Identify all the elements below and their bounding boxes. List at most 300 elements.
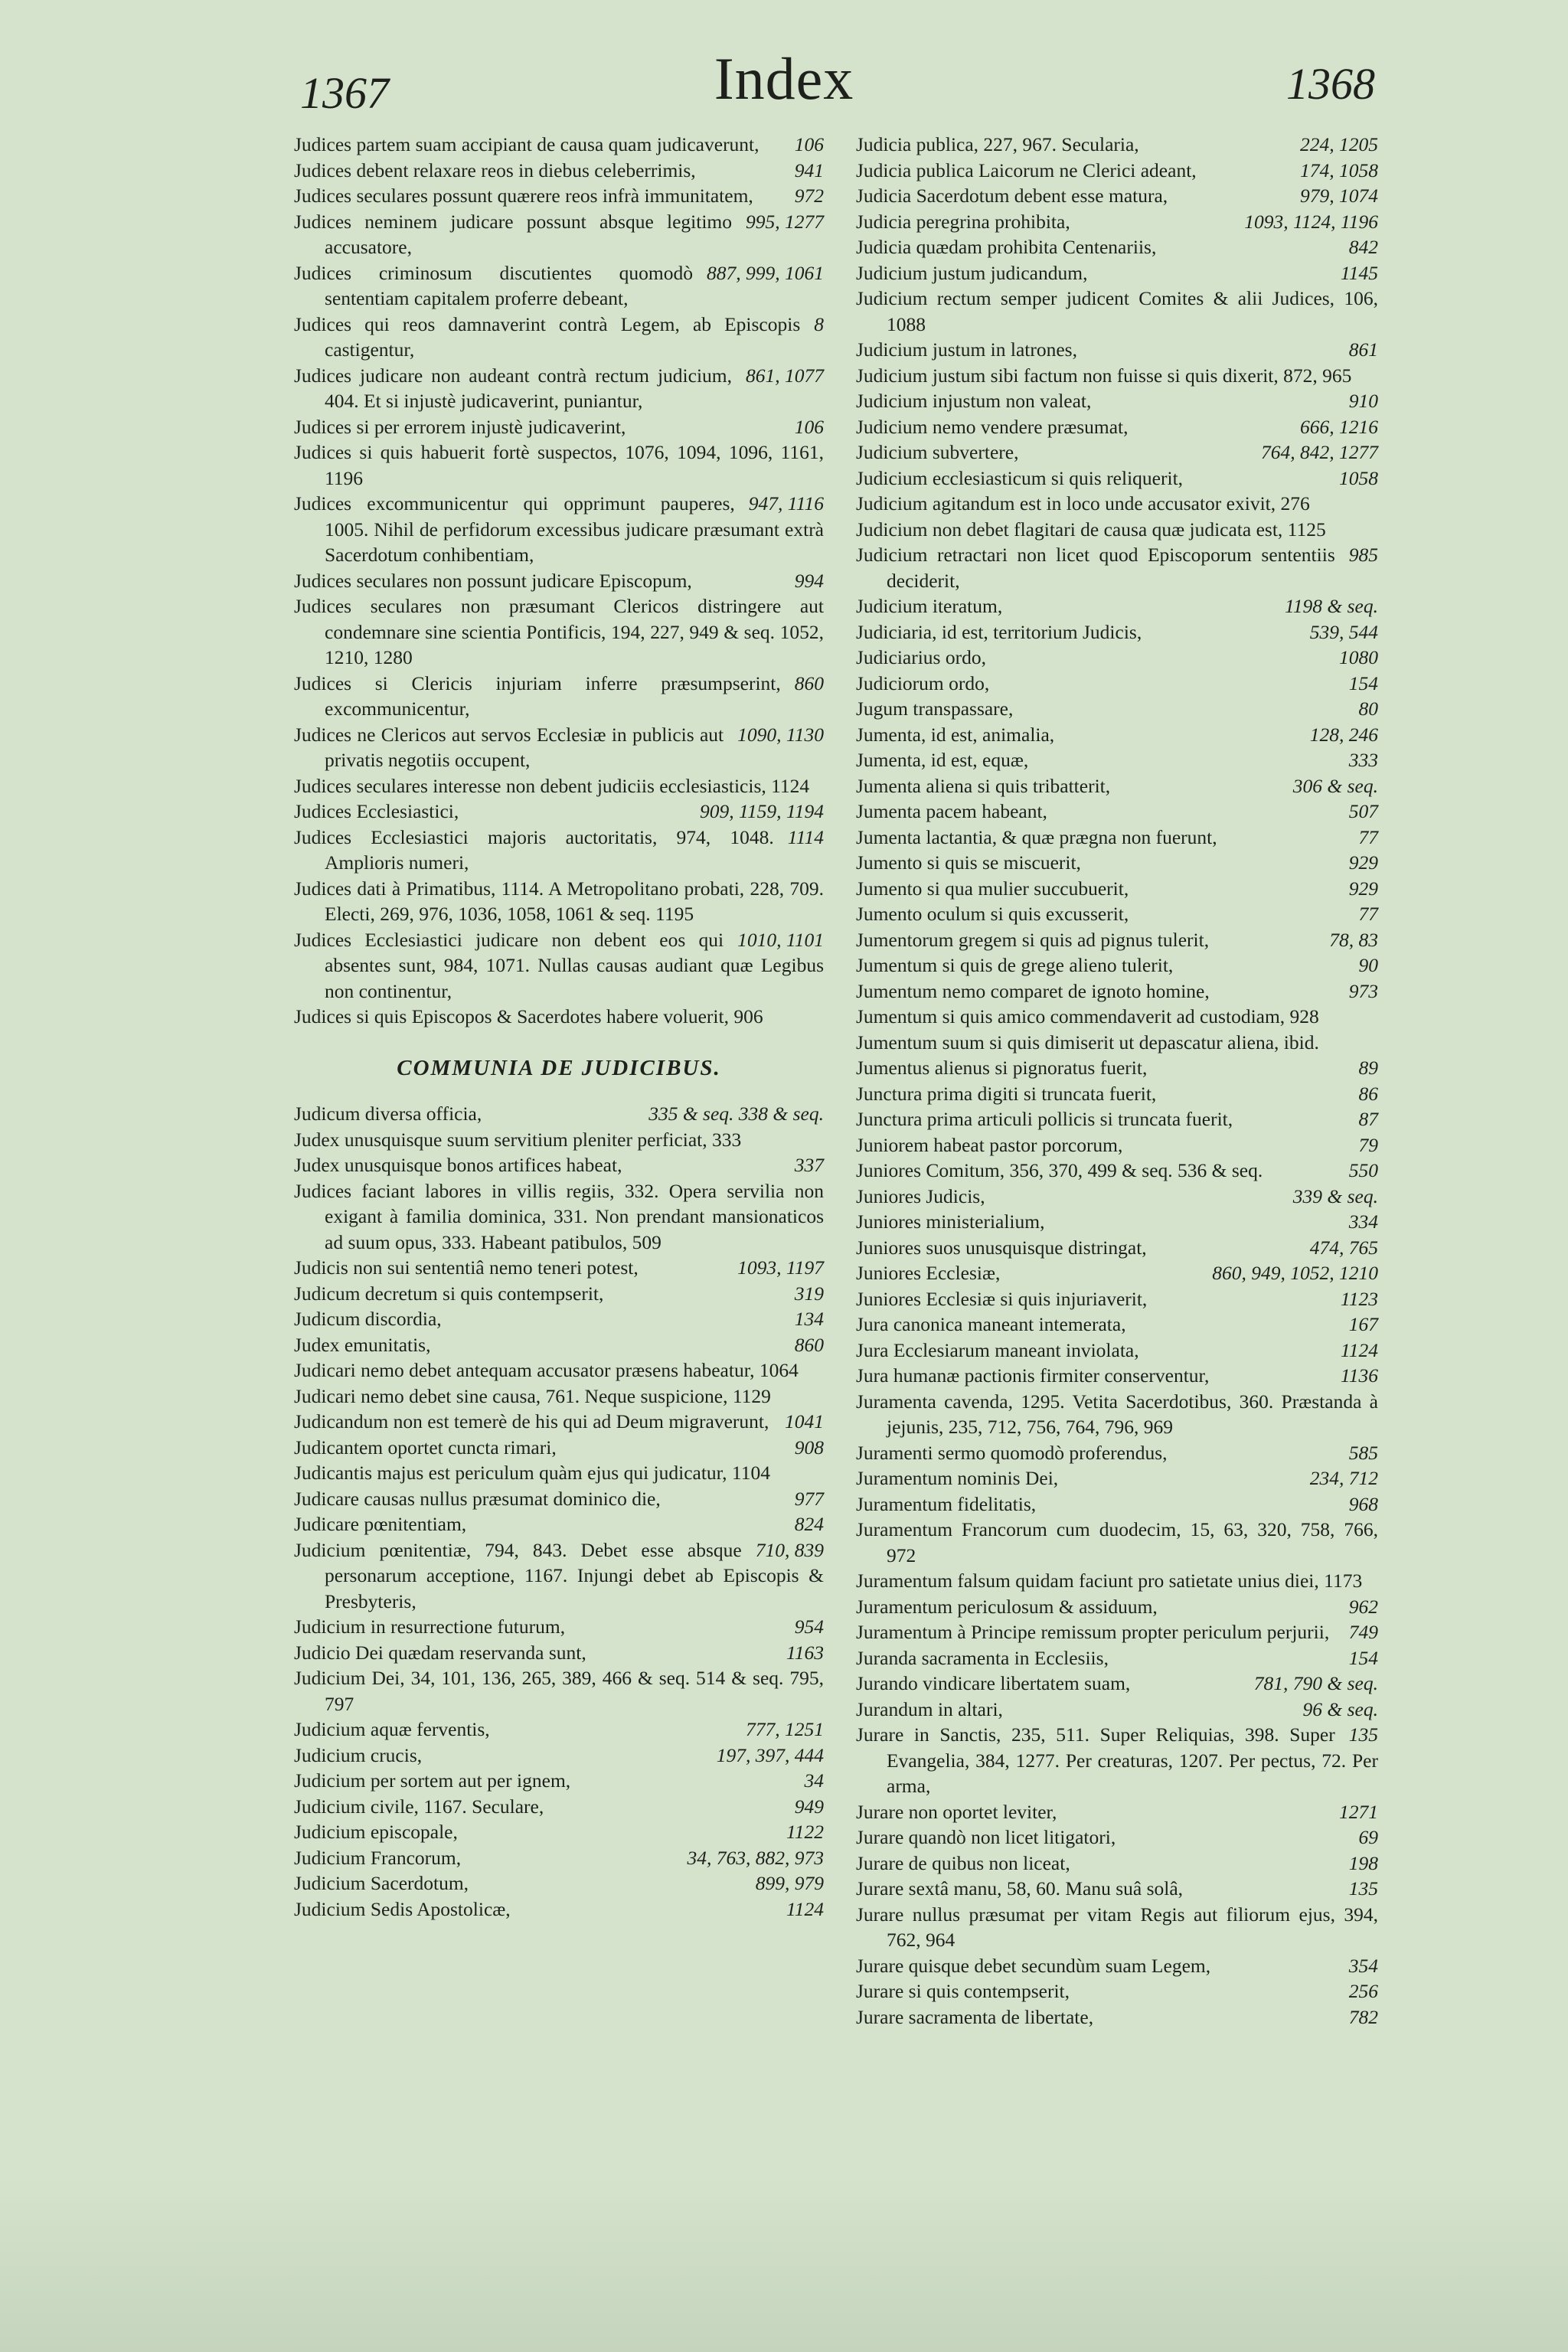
entry-page-ref: 861 <box>1348 338 1378 361</box>
entry-text: Juramentum à Principe remissum propter periculum perjurii, <box>856 1621 1330 1643</box>
entry-page-ref: 777, 1251 <box>746 1718 824 1740</box>
index-entry <box>856 1697 1378 1723</box>
entry-text: Jurare non oportet leviter, <box>856 1800 1057 1823</box>
entry-text: Juniores Judicis, <box>856 1184 985 1207</box>
entry-page-ref: 909, 1159, 1194 <box>700 800 824 822</box>
index-entry <box>856 825 1378 851</box>
index-entry <box>294 1845 824 1871</box>
entry-text: Jumento si qua mulier succubuerit, <box>856 877 1129 900</box>
entry-text: Jurare sextâ manu, 58, 60. Manu suâ solâ, <box>856 1877 1184 1900</box>
page-title: Index <box>714 45 854 112</box>
entry-page-ref: 995, 1277 <box>746 210 824 233</box>
entry-page-ref: 198 <box>1348 1851 1378 1874</box>
entry-text: Jumento si quis se miscuerit, <box>856 851 1081 874</box>
index-entry <box>856 927 1378 953</box>
index-entry <box>294 363 824 414</box>
entry-page-ref: 174, 1058 <box>1300 158 1378 181</box>
entry-text: Judices si per errorem injustè judicaverint, <box>294 415 626 438</box>
entry-text: Junctura prima digiti si truncata fuerit, <box>856 1082 1157 1105</box>
entry-page-ref: 954 <box>794 1615 824 1638</box>
index-entry <box>856 1055 1378 1081</box>
entry-text: Judicium rectum semper judicent Comites & alii Judices, 106, 1088 <box>856 287 1378 335</box>
entry-text: Jumenta pacem habeant, <box>856 800 1047 822</box>
entry-text: Judicum discordia, <box>294 1308 442 1330</box>
entry-page-ref: 135 <box>1348 1877 1378 1900</box>
index-entry <box>294 439 824 491</box>
entry-text: Jumenta aliena si quis tribatterit, <box>856 774 1111 797</box>
entry-page-ref: 887, 999, 1061 <box>707 261 824 284</box>
index-entry <box>294 1794 824 1820</box>
index-entry <box>856 747 1378 773</box>
entry-text: Judicium iteratum, <box>856 595 1003 617</box>
index-entry <box>294 1004 824 1030</box>
index-entry <box>856 1876 1378 1902</box>
index-entry <box>856 952 1378 978</box>
index-entry <box>856 517 1378 543</box>
index-entry <box>856 722 1378 748</box>
left-column <box>294 132 824 1922</box>
entry-text: Jumenta, id est, equæ, <box>856 749 1029 771</box>
entry-page-ref: 947, 1116 <box>748 492 824 514</box>
entry-text: Judices criminosum discutientes quomodò sententiam capitalem proferre debeant, <box>294 261 693 309</box>
entry-text: Judicium civile, 1167. Seculare, <box>294 1795 544 1818</box>
entry-text: Judicium per sortem aut per ignem, <box>294 1769 571 1792</box>
entry-text: Juramentum periculosum & assiduum, <box>856 1595 1158 1618</box>
left-entry-list-b <box>294 1101 824 1922</box>
entry-text: Judices judicare non audeant contrà rectum judicium, 404. Et si injustè judicaverint, puniantur, <box>294 364 732 412</box>
entry-text: Jugum transpassare, <box>856 697 1014 720</box>
entry-text: Judicium retractari non licet quod Episcoporum sententiis deciderit, <box>856 544 1335 592</box>
index-entry <box>294 1614 824 1640</box>
entry-text: Juramentum Francorum cum duodecim, 15, 63, 320, 758, 766, 972 <box>856 1518 1378 1566</box>
index-entry <box>856 439 1378 466</box>
entry-text: Jurando vindicare libertatem suam, <box>856 1672 1131 1694</box>
entry-page-ref: 585 <box>1348 1441 1378 1464</box>
entry-text: Judicari nemo debet sine causa, 761. Neque suspicione, 1129 <box>294 1384 771 1407</box>
entry-page-ref: 154 <box>1348 1646 1378 1669</box>
entry-page-ref: 354 <box>1348 1954 1378 1977</box>
index-entry <box>856 1158 1378 1184</box>
index-entry <box>294 593 824 671</box>
index-entry <box>294 1357 824 1383</box>
entry-page-ref: 87 <box>1358 1108 1378 1130</box>
index-entry <box>294 1896 824 1922</box>
entry-text: Jura canonica maneant intemerata, <box>856 1313 1126 1335</box>
entry-page-ref: 134 <box>794 1308 824 1330</box>
entry-text: Judicium justum judicandum, <box>856 261 1088 284</box>
entry-page-ref: 167 <box>1348 1313 1378 1335</box>
entry-text: Judices dati à Primatibus, 1114. A Metropolitano probati, 228, 709. Electi, 269, 976, 1036, 1058, 1061 & seq. 1195 <box>294 877 824 925</box>
entry-text: Judicium agitandum est in loco unde accusator exivit, 276 <box>856 492 1310 514</box>
index-entry <box>294 1486 824 1512</box>
entry-text: Judices Ecclesiastici judicare non debent eos qui absentes sunt, 984, 1071. Nullas causas audiant quæ Legibus non continentur, <box>294 928 824 1002</box>
index-entry <box>856 1902 1378 1953</box>
entry-text: Judices seculares non præsumant Clericos distringere aut condemnare sine scientia Pontificis, 194, 227, 949 & seq. 1052, 1210, 1280 <box>294 595 824 668</box>
entry-text: Judices seculares non possunt judicare Episcopum, <box>294 569 692 592</box>
entry-text: Jumentum suum si quis dimiserit ut depascatur aliena, ibid. <box>856 1031 1319 1054</box>
entry-page-ref: 860, 949, 1052, 1210 <box>1212 1262 1378 1284</box>
entry-page-ref: 824 <box>794 1513 824 1535</box>
entry-text: Judices seculares possunt quærere reos infrà immunitatem, <box>294 185 753 207</box>
entry-text: Juramenti sermo quomodò proferendus, <box>856 1441 1168 1464</box>
entry-text: Judicium episcopale, <box>294 1821 458 1843</box>
index-entry <box>856 1260 1378 1286</box>
entry-text: Judicium justum in latrones, <box>856 338 1077 361</box>
index-entry <box>294 927 824 1004</box>
entry-page-ref: 86 <box>1358 1082 1378 1105</box>
entry-page-ref: 941 <box>794 158 824 181</box>
entry-text: Judicantem oportet cuncta rimari, <box>294 1436 557 1459</box>
entry-page-ref: 1122 <box>786 1821 824 1843</box>
page-header <box>0 37 1568 121</box>
index-entry <box>294 158 824 184</box>
entry-text: Jurare quisque debet secundùm suam Legem, <box>856 1954 1211 1977</box>
entry-text: Jurare sacramenta de libertate, <box>856 2005 1094 2028</box>
entry-text: Junctura prima articuli pollicis si truncata fuerit, <box>856 1108 1233 1130</box>
index-entry <box>856 1286 1378 1312</box>
index-entry <box>856 2004 1378 2030</box>
index-entry <box>856 1722 1378 1799</box>
entry-text: Judicare causas nullus præsumat dominico die, <box>294 1487 661 1510</box>
entry-page-ref: 256 <box>1348 1980 1378 2002</box>
entry-text: Judices debent relaxare reos in diebus celeberrimis, <box>294 158 696 181</box>
entry-text: Judicantis majus est periculum quàm ejus qui judicatur, 1104 <box>294 1462 770 1484</box>
entry-page-ref: 861, 1077 <box>746 364 824 387</box>
entry-page-ref: 972 <box>794 185 824 207</box>
index-entry <box>294 260 824 312</box>
index-entry <box>294 1281 824 1307</box>
index-entry <box>294 414 824 440</box>
index-entry <box>856 363 1378 389</box>
entry-text: Judices excommunicentur qui opprimunt pauperes, 1005. Nihil de perfidorum excessibus judicare præsumant extrà Sacerdotum conhibentiam, <box>294 492 824 566</box>
index-entry <box>856 1851 1378 1877</box>
index-entry <box>856 1491 1378 1517</box>
index-entry <box>856 132 1378 158</box>
index-entry <box>856 1619 1378 1645</box>
entry-text: Judicium Dei, 34, 101, 136, 265, 389, 466 & seq. 514 & seq. 795, 797 <box>294 1667 824 1715</box>
index-entry <box>294 1332 824 1358</box>
index-entry <box>294 1435 824 1461</box>
index-entry <box>856 1004 1378 1030</box>
entry-text: Jumento oculum si quis excusserit, <box>856 903 1129 925</box>
section-heading: COMMUNIA DE JUDICIBUS. <box>397 1055 721 1080</box>
entry-page-ref: 749 <box>1348 1621 1378 1643</box>
index-entry <box>856 542 1378 593</box>
entry-page-ref: 474, 765 <box>1309 1236 1378 1259</box>
entry-text: Judices qui reos damnaverint contrà Legem, ab Episcopis castigentur, <box>294 312 801 361</box>
page-number-left: 1367 <box>300 68 389 118</box>
index-entry <box>294 1768 824 1794</box>
entry-text: Judices partem suam accipiant de causa quam judicaverunt, <box>294 133 760 155</box>
entry-page-ref: 985 <box>1348 544 1378 566</box>
entry-page-ref: 1271 <box>1339 1800 1378 1823</box>
entry-page-ref: 79 <box>1358 1133 1378 1156</box>
entry-page-ref: 1124 <box>786 1897 824 1920</box>
index-entry <box>294 1152 824 1178</box>
entry-text: Juniores ministerialium, <box>856 1210 1045 1233</box>
entry-page-ref: 78, 83 <box>1329 928 1378 951</box>
index-entry <box>856 1440 1378 1466</box>
entry-text: Judiciaria, id est, territorium Judicis, <box>856 620 1142 643</box>
index-entry <box>856 1671 1378 1697</box>
index-entry <box>294 1383 824 1410</box>
entry-page-ref: 128, 246 <box>1309 723 1378 746</box>
entry-page-ref: 339 & seq. <box>1292 1184 1378 1207</box>
index-entry <box>294 568 824 594</box>
index-entry <box>856 671 1378 697</box>
entry-page-ref: 764, 842, 1277 <box>1261 441 1378 463</box>
entry-page-ref: 973 <box>1348 979 1378 1002</box>
entry-text: Jurare nullus præsumat per vitam Regis aut filiorum ejus, 394, 762, 964 <box>856 1903 1378 1951</box>
entry-page-ref: 1058 <box>1339 466 1378 489</box>
index-entry <box>856 799 1378 825</box>
index-entry <box>856 696 1378 722</box>
entry-page-ref: 8 <box>814 312 824 335</box>
index-entry <box>856 1799 1378 1825</box>
entry-page-ref: 979, 1074 <box>1300 185 1378 207</box>
index-entry <box>856 901 1378 927</box>
entry-page-ref: 908 <box>794 1436 824 1459</box>
entry-text: Juniores Ecclesiæ si quis injuriaverit, <box>856 1287 1148 1310</box>
entry-page-ref: 224, 1205 <box>1300 133 1378 155</box>
entry-text: Judicium pœnitentiæ, 794, 843. Debet esse absque personarum acceptione, 1167. Injungi debet ab Episcopis & Presbyteris, <box>294 1538 824 1612</box>
index-entry <box>856 1184 1378 1210</box>
entry-page-ref: 1198 & seq. <box>1284 595 1378 617</box>
entry-text: Judices faciant labores in villis regiis, 332. Opera servilia non exigant à familia dominica, 331. Non prendant mansionaticos ad suum opus, 333. Habeant patibulos, 509 <box>294 1179 824 1253</box>
entry-page-ref: 154 <box>1348 671 1378 694</box>
entry-text: Juniores Ecclesiæ, <box>856 1262 1001 1284</box>
entry-text: Judicio Dei quædam reservanda sunt, <box>294 1641 586 1664</box>
index-entry <box>856 978 1378 1004</box>
entry-text: Judex emunitatis, <box>294 1333 431 1356</box>
index-entry <box>294 825 824 876</box>
entry-page-ref: 977 <box>794 1487 824 1510</box>
index-entry <box>856 414 1378 440</box>
index-entry <box>856 1824 1378 1851</box>
entry-text: Judicia quædam prohibita Centenariis, <box>856 236 1157 258</box>
index-entry <box>856 491 1378 517</box>
index-entry <box>294 1127 824 1153</box>
entry-page-ref: 666, 1216 <box>1300 415 1378 438</box>
index-entry <box>856 286 1378 337</box>
index-entry <box>856 593 1378 619</box>
entry-text: Jurare in Sanctis, 235, 511. Super Reliquias, 398. Super Evangelia, 384, 1277. Per creaturas, 1207. Per pectus, 72. Per arma, <box>856 1723 1378 1797</box>
index-entry <box>294 799 824 825</box>
index-entry <box>294 132 824 158</box>
index-entry <box>856 619 1378 645</box>
entry-text: Juranda sacramenta in Ecclesiis, <box>856 1646 1109 1669</box>
index-entry <box>856 337 1378 363</box>
entry-text: Judicia Sacerdotum debent esse matura, <box>856 185 1168 207</box>
index-entry <box>294 1511 824 1537</box>
entry-page-ref: 333 <box>1348 749 1378 771</box>
entry-text: Judicium crucis, <box>294 1743 423 1766</box>
entry-page-ref: 77 <box>1358 825 1378 848</box>
entry-page-ref: 1090, 1130 <box>737 723 824 746</box>
entry-page-ref: 968 <box>1348 1492 1378 1515</box>
index-entry <box>856 850 1378 876</box>
entry-text: Judicium aquæ ferventis, <box>294 1718 490 1740</box>
entry-page-ref: 1093, 1197 <box>737 1256 824 1279</box>
entry-page-ref: 1163 <box>786 1641 824 1664</box>
entry-page-ref: 80 <box>1358 697 1378 720</box>
entry-page-ref: 1114 <box>787 825 824 848</box>
index-entry <box>856 260 1378 286</box>
index-entry <box>294 1537 824 1615</box>
entry-text: Judicare pœnitentiam, <box>294 1513 467 1535</box>
index-entry <box>294 1255 824 1281</box>
entry-text: Judicium in resurrectione futurum, <box>294 1615 566 1638</box>
index-entry <box>856 1594 1378 1620</box>
entry-page-ref: 1124 <box>1340 1338 1378 1361</box>
index-entry <box>856 1235 1378 1261</box>
index-entry <box>294 1409 824 1435</box>
index-entry <box>856 183 1378 209</box>
index-entry <box>856 1209 1378 1235</box>
entry-page-ref: 197, 397, 444 <box>716 1743 824 1766</box>
index-entry <box>856 1030 1378 1056</box>
index-entry <box>856 1338 1378 1364</box>
entry-text: Juramenta cavenda, 1295. Vetita Sacerdotibus, 360. Præstanda à jejunis, 235, 712, 756, 764, 796, 969 <box>856 1390 1378 1438</box>
index-entry <box>856 158 1378 184</box>
index-entry <box>856 773 1378 799</box>
entry-text: Judices Ecclesiastici majoris auctoritatis, 974, 1048. Amplioris numeri, <box>294 825 774 874</box>
entry-page-ref: 34, 763, 882, 973 <box>687 1846 824 1869</box>
entry-page-ref: 234, 712 <box>1309 1467 1378 1489</box>
entry-text: Judices seculares interesse non debent judiciis ecclesiasticis, 1124 <box>294 774 810 797</box>
entry-text: Judicum diversa officia, <box>294 1102 482 1125</box>
entry-text: Judicium Sedis Apostolicæ, <box>294 1897 511 1920</box>
entry-page-ref: 782 <box>1348 2005 1378 2028</box>
index-entry <box>294 1819 824 1845</box>
entry-text: Judicium nemo vendere præsumat, <box>856 415 1129 438</box>
entry-text: Judicis non sui sententiâ nemo teneri potest, <box>294 1256 639 1279</box>
entry-page-ref: 135 <box>1348 1723 1378 1746</box>
entry-page-ref: 90 <box>1358 954 1378 976</box>
index-entry <box>294 183 824 209</box>
index-entry <box>856 1312 1378 1338</box>
entry-text: Judicia publica Laicorum ne Clerici adeant, <box>856 158 1197 181</box>
index-entry <box>294 1743 824 1769</box>
entry-text: Judicium Sacerdotum, <box>294 1872 469 1894</box>
entry-text: Juramentum falsum quidam faciunt pro satietate unius diei, 1173 <box>856 1570 1363 1592</box>
entry-text: Jumentum si quis amico commendaverit ad custodiam, 928 <box>856 1005 1319 1027</box>
index-entry <box>294 1101 824 1127</box>
index-entry <box>856 1465 1378 1491</box>
entry-page-ref: 96 & seq. <box>1302 1697 1378 1720</box>
entry-text: Judicia publica, 227, 967. Secularia, <box>856 133 1139 155</box>
index-entry <box>294 312 824 363</box>
entry-text: Judices si quis Episcopos & Sacerdotes habere voluerit, 906 <box>294 1005 763 1027</box>
entry-text: Judiciarius ordo, <box>856 646 986 668</box>
entry-text: Juramentum fidelitatis, <box>856 1492 1037 1515</box>
entry-text: Juniores suos unusquisque distringat, <box>856 1236 1147 1259</box>
entry-text: Judices si Clericis injuriam inferre præsumpserint, excommunicentur, <box>294 671 781 720</box>
index-entry <box>856 209 1378 235</box>
index-entry <box>856 388 1378 414</box>
entry-page-ref: 69 <box>1358 1826 1378 1848</box>
entry-page-ref: 335 & seq. 338 & seq. <box>648 1102 824 1125</box>
entry-page-ref: 1093, 1124, 1196 <box>1244 210 1378 233</box>
entry-page-ref: 842 <box>1348 236 1378 258</box>
entry-text: Judicari nemo debet antequam accusator præsens habeatur, 1064 <box>294 1359 799 1381</box>
entry-page-ref: 550 <box>1348 1159 1378 1181</box>
index-entry <box>856 466 1378 492</box>
entry-text: Jura Ecclesiarum maneant inviolata, <box>856 1338 1139 1361</box>
entry-text: Judices si quis habuerit fortè suspectos, 1076, 1094, 1096, 1161, 1196 <box>294 441 824 489</box>
entry-text: Judex unusquisque bonos artifices habeat, <box>294 1154 622 1176</box>
entry-text: Judicium injustum non valeat, <box>856 390 1092 412</box>
entry-page-ref: 1080 <box>1339 646 1378 668</box>
entry-page-ref: 106 <box>794 133 824 155</box>
index-entry <box>856 1645 1378 1671</box>
index-entry <box>856 1517 1378 1568</box>
entry-text: Jurare si quis contempserit, <box>856 1980 1070 2002</box>
entry-text: Judex unusquisque suum servitium pleniter perficiat, 333 <box>294 1128 742 1151</box>
index-entry <box>294 773 824 799</box>
entry-page-ref: 1041 <box>785 1410 824 1432</box>
entry-page-ref: 1145 <box>1340 261 1378 284</box>
index-entry <box>856 1363 1378 1389</box>
entry-text: Jurare quandò non licet litigatori, <box>856 1826 1116 1848</box>
index-entry <box>856 876 1378 902</box>
entry-text: Jumentus alienus si pignoratus fuerit, <box>856 1057 1148 1079</box>
entry-page-ref: 860 <box>794 671 824 694</box>
entry-page-ref: 77 <box>1358 903 1378 925</box>
index-entry <box>294 491 824 568</box>
entry-text: Jurandum in altari, <box>856 1697 1003 1720</box>
entry-page-ref: 306 & seq. <box>1292 774 1378 797</box>
entry-text: Judicium justum sibi factum non fuisse si quis dixerit, 872, 965 <box>856 364 1352 387</box>
entry-text: Judicium subvertere, <box>856 441 1019 463</box>
entry-page-ref: 929 <box>1348 877 1378 900</box>
right-entry-list <box>856 132 1378 2030</box>
entry-text: Juramentum nominis Dei, <box>856 1467 1059 1489</box>
index-entry <box>294 876 824 927</box>
entry-page-ref: 860 <box>794 1333 824 1356</box>
index-entry <box>856 1568 1378 1594</box>
entry-page-ref: 1010, 1101 <box>737 928 824 951</box>
entry-text: Judicium Francorum, <box>294 1846 462 1869</box>
index-entry <box>294 209 824 260</box>
entry-page-ref: 910 <box>1348 390 1378 412</box>
entry-page-ref: 89 <box>1358 1057 1378 1079</box>
entry-page-ref: 994 <box>794 569 824 592</box>
index-entry <box>294 1640 824 1666</box>
entry-text: Judicandum non est temerè de his qui ad Deum migraverunt, <box>294 1410 769 1432</box>
index-entry <box>294 1178 824 1256</box>
entry-text: Jumentum nemo comparet de ignoto homine, <box>856 979 1210 1002</box>
entry-page-ref: 1136 <box>1340 1364 1378 1387</box>
entry-page-ref: 929 <box>1348 851 1378 874</box>
entry-page-ref: 1123 <box>1340 1287 1378 1310</box>
page-shadow <box>0 2176 1568 2352</box>
index-entry <box>856 1106 1378 1132</box>
entry-page-ref: 962 <box>1348 1595 1378 1618</box>
index-entry <box>294 1665 824 1717</box>
entry-text: Judices neminem judicare possunt absque legitimo accusatore, <box>294 210 732 258</box>
entry-page-ref: 319 <box>794 1282 824 1305</box>
entry-page-ref: 334 <box>1348 1210 1378 1233</box>
index-entry <box>856 234 1378 260</box>
entry-text: Judices ne Clericos aut servos Ecclesiæ in publicis aut privatis negotiis occupent, <box>294 723 724 771</box>
index-entry <box>294 1460 824 1486</box>
entry-text: Jumentum si quis de grege alieno tulerit, <box>856 954 1174 976</box>
entry-text: Jumentorum gregem si quis ad pignus tulerit, <box>856 928 1210 951</box>
index-entry <box>856 1389 1378 1440</box>
index-entry <box>856 1081 1378 1107</box>
index-entry <box>294 1306 824 1332</box>
